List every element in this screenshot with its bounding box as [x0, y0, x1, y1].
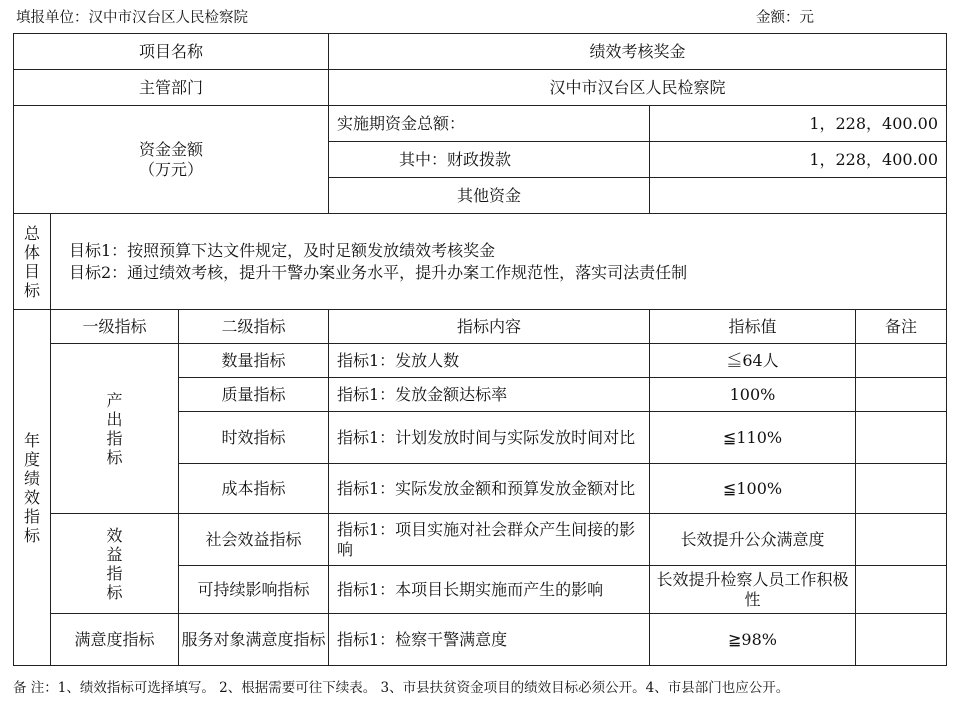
annual-char: 度	[23, 449, 40, 469]
indicator-level2: 可持续影响指标	[179, 566, 329, 614]
indicator-content: 指标1：本项目长期实施而产生的影响	[329, 566, 650, 614]
indicator-level2: 时效指标	[179, 412, 329, 464]
annual-char: 年	[23, 430, 40, 450]
indicator-value: ≦110%	[650, 412, 856, 464]
indicator-level2: 社会效益指标	[179, 514, 329, 566]
annual-char: 标	[23, 525, 40, 545]
indicator-remark	[856, 566, 947, 614]
indicator-remark	[856, 412, 947, 464]
indicator-remark	[856, 464, 947, 514]
indicator-level2: 数量指标	[179, 344, 329, 378]
satisfaction-indicators-label: 满意度指标	[51, 614, 179, 666]
funds-label-line1: 资金金额	[138, 139, 203, 159]
department-label: 主管部门	[14, 70, 329, 106]
goal-1: 目标1：按照预算下达文件规定，及时足额发放绩效考核奖金	[69, 240, 496, 260]
output-char: 标	[106, 447, 123, 467]
indicator-content: 指标1：项目实施对社会群众产生间接的影响	[329, 514, 650, 566]
header-value: 指标值	[650, 310, 856, 344]
indicator-value: ≦64人	[650, 344, 856, 378]
overall-char: 目	[23, 261, 40, 281]
indicator-content: 指标1：检察干警满意度	[329, 614, 650, 666]
goal-2: 目标2：通过绩效考核，提升干警办案业务水平，提升办案工作规范性，落实司法责任制	[69, 262, 688, 282]
other-funds-value	[650, 178, 947, 214]
annual-indicators-label	[14, 310, 51, 666]
indicator-content: 指标1：实际发放金额和预算发放金额对比	[329, 464, 650, 514]
total-funds-label: 实施期资金总额：	[329, 106, 650, 142]
indicator-remark	[856, 344, 947, 378]
header-level1: 一级指标	[51, 310, 179, 344]
overall-char: 体	[23, 242, 40, 262]
indicator-level2: 服务对象满意度指标	[179, 614, 329, 666]
filing-unit: 填报单位：汉中市汉台区人民检察院	[16, 10, 248, 26]
header-level2: 二级指标	[179, 310, 329, 344]
amount-unit: 金额：元	[756, 10, 814, 26]
indicator-value: ≧98%	[650, 614, 856, 666]
fiscal-funds-label: 其中：财政拨款	[329, 142, 650, 178]
benefit-char: 益	[106, 544, 123, 564]
overall-goals	[51, 214, 947, 310]
indicator-level2: 成本指标	[179, 464, 329, 514]
fiscal-funds-value: 1，228，400.00	[650, 142, 947, 178]
indicator-value: 100%	[650, 378, 856, 412]
footnote: 备 注：1、绩效指标可选择填写。 2、根据需要可往下续表。 3、市县扶贫资金项目的绩效目标必须公开。4、市县部门也应公开。	[13, 680, 790, 696]
indicator-level2: 质量指标	[179, 378, 329, 412]
indicator-content: 指标1：计划发放时间与实际发放时间对比	[329, 412, 650, 464]
header-content: 指标内容	[329, 310, 650, 344]
project-name-label: 项目名称	[14, 34, 329, 70]
overall-char: 总	[23, 223, 40, 243]
other-funds-label: 其他资金	[329, 178, 650, 214]
output-char: 产	[106, 390, 123, 410]
annual-char: 指	[23, 506, 40, 526]
output-indicators-label	[51, 344, 179, 514]
indicator-value: 长效提升检察人员工作积极性	[650, 566, 856, 614]
output-char: 出	[106, 409, 123, 429]
indicator-value: ≦100%	[650, 464, 856, 514]
indicator-content: 指标1：发放金额达标率	[329, 378, 650, 412]
benefit-char: 效	[106, 525, 123, 545]
department-value: 汉中市汉台区人民检察院	[329, 70, 947, 106]
funds-label-line2: （万元）	[138, 159, 203, 179]
indicator-remark	[856, 378, 947, 412]
indicator-remark	[856, 614, 947, 666]
benefit-char: 标	[106, 582, 123, 602]
total-funds-value: 1，228，400.00	[650, 106, 947, 142]
annual-char: 效	[23, 487, 40, 507]
benefit-indicators-label	[51, 514, 179, 614]
indicator-value: 长效提升公众满意度	[650, 514, 856, 566]
overall-char: 标	[23, 280, 40, 300]
header-remark: 备注	[856, 310, 947, 344]
indicator-content: 指标1：发放人数	[329, 344, 650, 378]
indicator-remark	[856, 514, 947, 566]
benefit-char: 指	[106, 563, 123, 583]
funds-label	[14, 106, 329, 214]
annual-char: 绩	[23, 468, 40, 488]
performance-goal-table	[13, 33, 947, 666]
overall-goal-label	[14, 214, 51, 310]
output-char: 指	[106, 428, 123, 448]
project-name-value: 绩效考核奖金	[329, 34, 947, 70]
